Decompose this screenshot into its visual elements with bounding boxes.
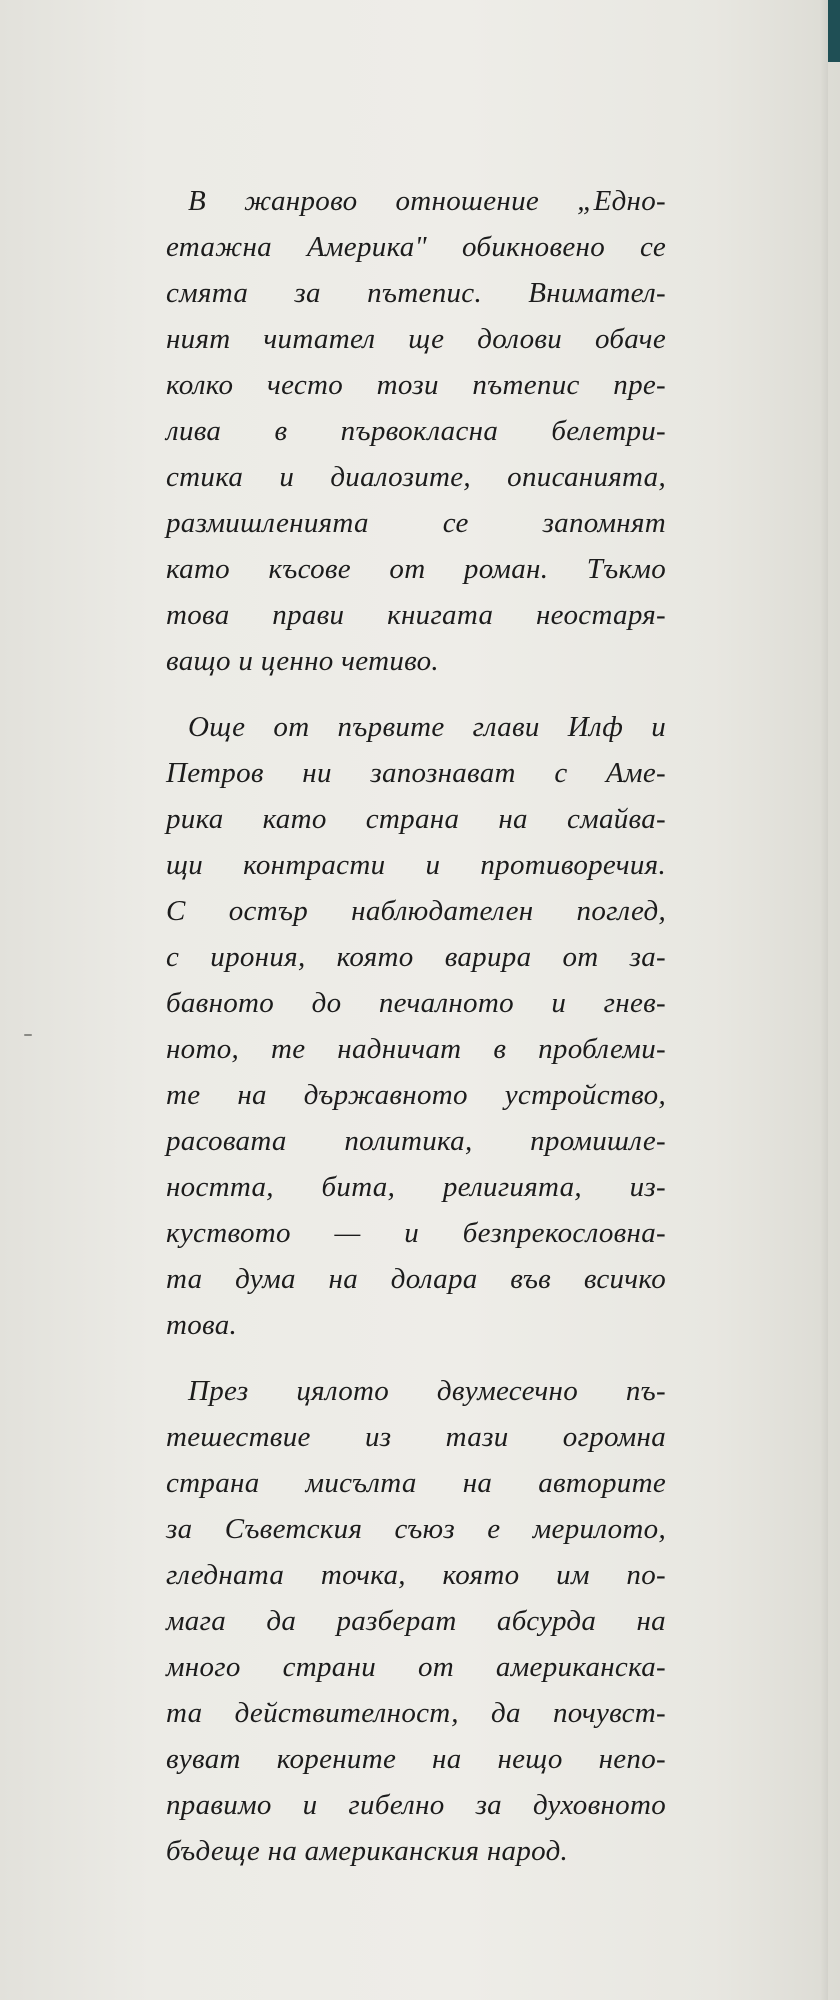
text-line: бъдеще на американския народ.	[166, 1835, 569, 1867]
cover-edge-strip	[828, 0, 840, 62]
paragraph-3	[166, 1368, 666, 1874]
text-line: те на държавното устройство,	[166, 1079, 666, 1111]
text-line: расовата политика, промишле-	[166, 1125, 666, 1157]
text-line: за Съветския съюз е мерилото,	[166, 1513, 666, 1545]
text-line: та дума на долара във всичко	[166, 1263, 666, 1295]
text-line: куството — и безпрекословна-	[166, 1217, 666, 1249]
text-line: това.	[166, 1309, 238, 1341]
text-line: гледната точка, която им по-	[166, 1559, 666, 1591]
text-line: вуват корените на нещо непо-	[166, 1743, 666, 1775]
text-line: като късове от роман. Тъкмо	[166, 553, 666, 585]
blurb-text	[166, 178, 666, 1874]
text-line: смята за пътепис. Внимател-	[166, 277, 666, 309]
text-line: ващо и ценно четиво.	[166, 645, 439, 677]
paragraph-1	[166, 178, 666, 684]
text-line: етажна Америка" обикновено се	[166, 231, 666, 263]
text-line: лива в първокласна белетри-	[166, 415, 666, 447]
text-line: та действителност, да почувст-	[166, 1697, 666, 1729]
text-line: ният читател ще долови обаче	[166, 323, 666, 355]
text-line: ността, бита, религията, из-	[166, 1171, 666, 1203]
text-line: Петров ни запознават с Аме-	[166, 757, 666, 789]
text-line: бавното до печалното и гнев-	[166, 987, 666, 1019]
paragraph-gap	[166, 1348, 666, 1368]
text-line: С остър наблюдателен поглед,	[166, 895, 666, 927]
paragraph-gap	[166, 684, 666, 704]
paragraph-2	[166, 704, 666, 1348]
text-line: мага да разберат абсурда на	[166, 1605, 666, 1637]
text-line: Още от първите глави Илф и	[188, 711, 666, 743]
text-line: правимо и гибелно за духовното	[166, 1789, 666, 1821]
paper-speck	[24, 1034, 32, 1036]
text-line: колко често този пътепис пре-	[166, 369, 666, 401]
text-line: размишленията се запомнят	[166, 507, 666, 539]
text-line: ното, те надничат в проблеми-	[166, 1033, 666, 1065]
text-line: с ирония, която варира от за-	[166, 941, 666, 973]
page-edge-shadow	[820, 0, 828, 2000]
text-line: През цялото двумесечно пъ-	[188, 1375, 666, 1407]
text-line: щи контрасти и противоречия.	[166, 849, 666, 881]
text-line: тешествие из тази огромна	[166, 1421, 666, 1453]
text-line: това прави книгата неостаря-	[166, 599, 666, 631]
text-line: рика като страна на смайва-	[166, 803, 666, 835]
text-line: стика и диалозите, описанията,	[166, 461, 666, 493]
text-line: много страни от американска-	[166, 1651, 666, 1683]
text-line: В жанрово отношение „Едно-	[188, 185, 666, 217]
text-line: страна мисълта на авторите	[166, 1467, 666, 1499]
